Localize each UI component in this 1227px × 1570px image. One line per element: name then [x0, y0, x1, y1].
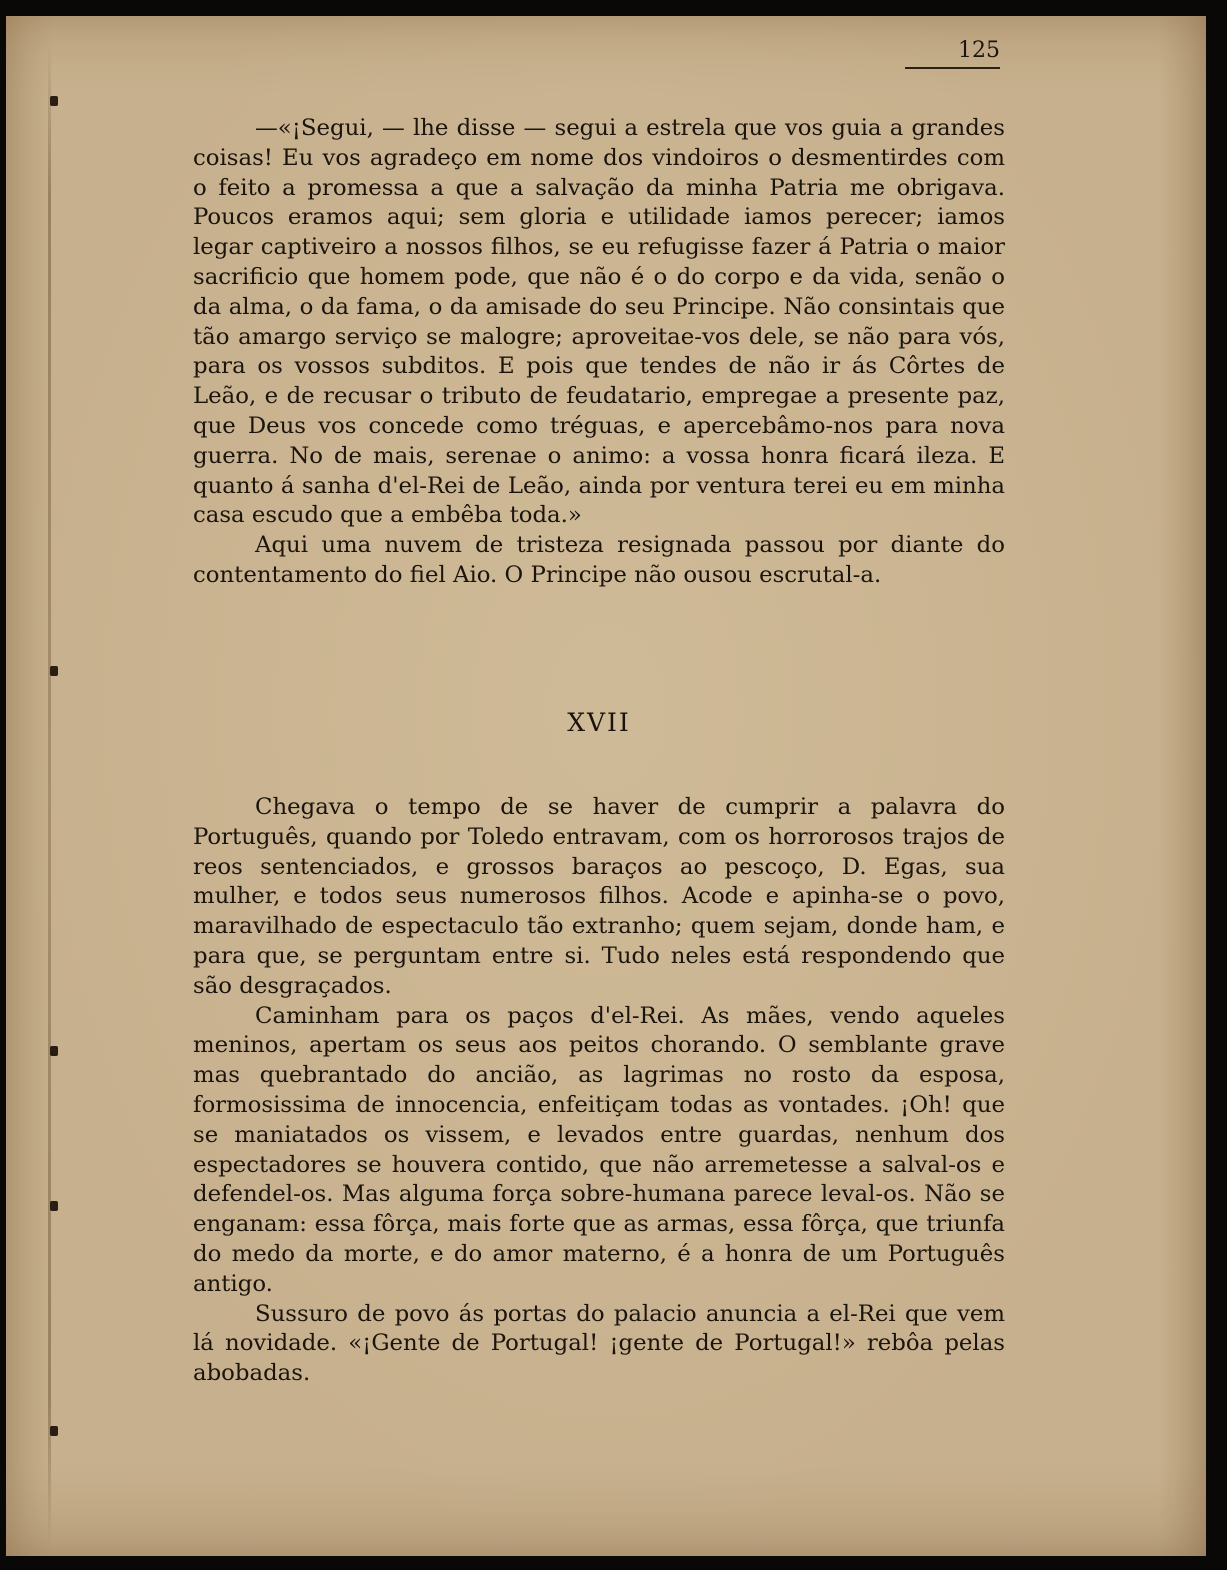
- chapter-heading: XVII: [567, 708, 631, 737]
- binding-edge: [48, 46, 51, 1546]
- page-number: 125: [905, 38, 1000, 69]
- text-block-top: [193, 114, 1005, 591]
- binding-mark: [50, 1201, 58, 1211]
- paragraph: —«¡Segui, — lhe disse — segui a estrela que vos guia a grandes coisas! Eu vos agradeço em nome dos vindoiros o desmentirdes com o feito a promessa a que a salvação da minha Patria me obrigava. Poucos eramos aqui; sem gloria e utilidade iamos perecer; iamos legar captiveiro a nossos filhos, se eu refugisse fazer á Patria o maior sacrificio que homem pode, que não é o do corpo e da vida, senão o da alma, o da fama, o da amisade do seu Principe. Não consintais que tão amargo serviço se malogre; aproveitae-vos dele, se não para vós, para os vossos subditos. E pois que tendes de não ir ás Côrtes de Leão, e de recusar o tributo de feudatario, empregae a presente paz, que Deus vos concede como tréguas, e apercebâmo-nos para nova guerra. No de mais, serenae o animo: a vossa honra ficará ileza. E quanto á sanha d'el-Rei de Leão, ainda por ventura terei eu em minha casa escudo que a embêba toda.»: [193, 115, 1005, 529]
- text-block-bottom: [193, 793, 1005, 1389]
- binding-mark: [50, 96, 58, 106]
- paragraph: Aqui uma nuvem de tristeza resignada passou por diante do contentamento do fiel Aio. O Principe não ousou escrutal-a.: [193, 532, 1005, 588]
- binding-mark: [50, 666, 58, 676]
- paragraph: Chegava o tempo de se haver de cumprir a palavra do Português, quando por Toledo entravam, com os horrorosos trajos de reos sentenciados, e grossos baraços ao pescoço, D. Egas, sua mulher, e todos seus numerosos filhos. Acode e apinha-se o povo, maravilhado de espectaculo tão extranho; quem sejam, donde ham, e para que, se perguntam entre si. Tudo neles está respondendo que são desgraçados.: [193, 794, 1005, 999]
- paragraph: Sussuro de povo ás portas do palacio anuncia a el-Rei que vem lá novidade. «¡Gente de Portugal! ¡gente de Portugal!» rebôa pelas abobadas.: [193, 1300, 1005, 1387]
- paragraph: Caminham para os paços d'el-Rei. As mães, vendo aqueles meninos, apertam os seus aos peitos chorando. O semblante grave mas quebrantado do ancião, as lagrimas no rosto da esposa, formosissima de innocencia, enfeitiçam todas as vontades. ¡Oh! que se maniatados os vissem, e levados entre guardas, nenhum dos espectadores se houvera contido, que não arremetesse a salval-os e defendel-os. Mas alguma força sobre-humana parece leval-os. Não se enganam: essa fôrça, mais forte que as armas, essa fôrça, que triunfa do medo da morte, e do amor materno, é a honra de um Português antigo.: [193, 1002, 1005, 1297]
- binding-mark: [50, 1426, 58, 1436]
- binding-mark: [50, 1046, 58, 1056]
